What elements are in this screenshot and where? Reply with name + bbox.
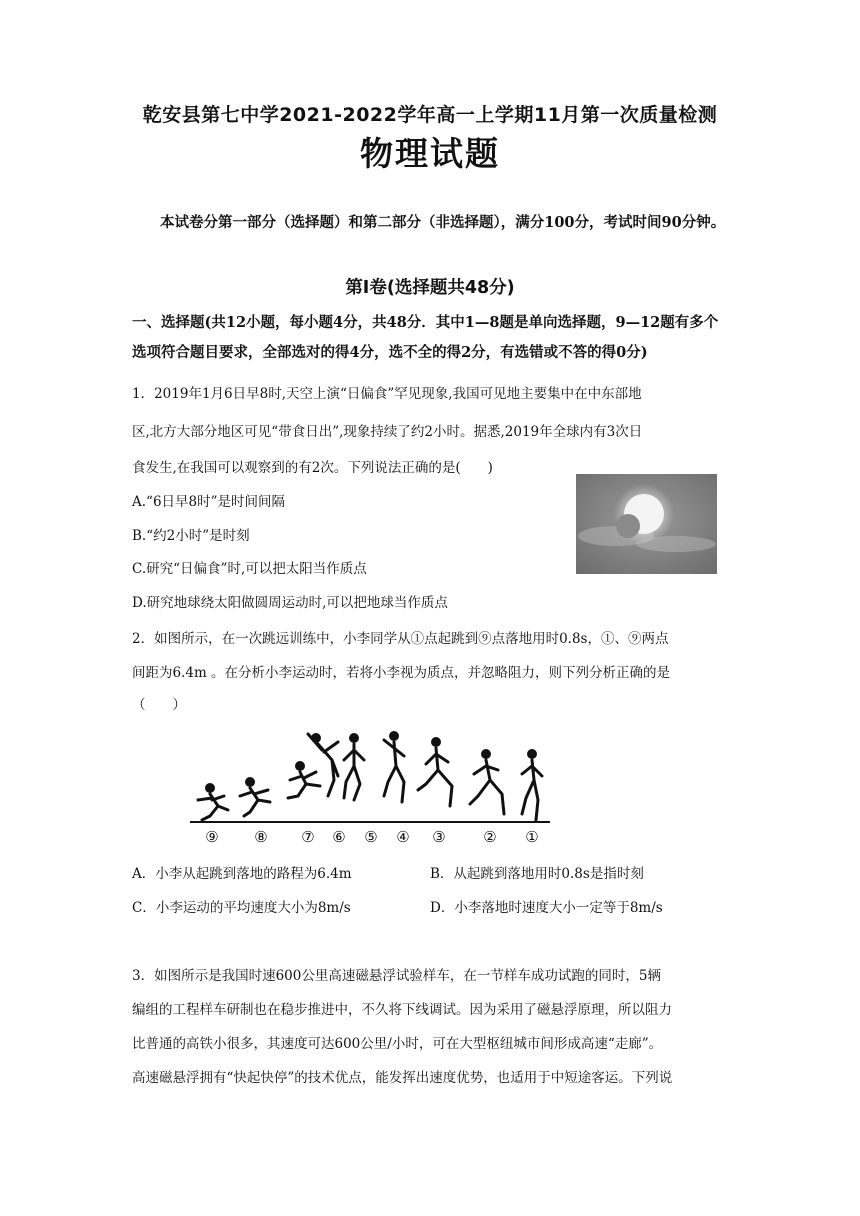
q1-option-b: B.“约2小时”是时刻 [132, 528, 250, 544]
q2-option-b: B．从起跳到落地用时0.8s是指时刻 [430, 866, 644, 882]
q2-stem-line3: （ ） [132, 697, 186, 713]
figure-label-6: ⑥ [332, 828, 346, 846]
section-description: 一、选择题(共12小题，每小题4分，共48分．其中1—8题是单向选择题，9—12题有多个选项符合题目要求，全部选对的得4分，选不全的得2分，有选错或不答的得0分) [132, 314, 719, 361]
q1-stem-line1: 1．2019年1月6日早8时,天空上演“日偏食”罕见现象,我国可见地主要集中在中东部地 [132, 386, 642, 402]
figure-label-1: ① [525, 828, 539, 846]
figure-label-7: ⑦ [301, 828, 315, 846]
q3-stem-line4: 高速磁悬浮拥有“快起快停”的技术优点，能发挥出速度优势，也适用于中短途客运。下列说 [132, 1070, 673, 1086]
partial-solar-eclipse-photo [576, 474, 717, 574]
q2-option-c: C．小李运动的平均速度大小为8m/s [132, 900, 351, 916]
exam-title: 乾安县第七中学2021-2022学年高一上学期11月第一次质量检测 [142, 104, 718, 126]
q1-stem-line2: 区,北方大部分地区可见“带食日出”,现象持续了约2小时。据悉,2019年全球内有3次日 [132, 424, 643, 440]
figure-label-5: ⑤ [364, 828, 378, 846]
section-title: 第Ⅰ卷(选择题共48分) [345, 278, 515, 298]
q1-option-d: D.研究地球绕太阳做圆周运动时,可以把地球当作质点 [132, 595, 448, 611]
figure-label-4: ④ [396, 828, 410, 846]
q3-stem-line2: 编组的工程样车研制也在稳步推进中，不久将下线调试。因为采用了磁悬浮原理，所以阻力 [132, 1002, 672, 1018]
figure-label-3: ③ [432, 828, 446, 846]
exam-intro: 本试卷分第一部分（选择题）和第二部分（非选择题），满分100分，考试时间90分钟。 [160, 214, 726, 231]
q1-option-a: A.“6日早8时”是时间间隔 [132, 494, 286, 510]
q2-stem-line1: 2．如图所示，在一次跳远训练中，小李同学从①点起跳到⑨点落地用时0.8s，①、⑨两点 [132, 631, 669, 647]
q2-stem-line2: 间距为6.4m 。在分析小李运动时，若将小李视为质点，并忽略阻力，则下列分析正确的是 [132, 665, 671, 681]
figure-label-9: ⑨ [205, 828, 219, 846]
q3-stem-line1: 3．如图所示是我国时速600公里高速磁悬浮试验样车，在一节样车成功试跑的同时，5辆 [132, 968, 661, 984]
long-jump-figure [188, 724, 552, 850]
q2-option-d: D．小李落地时速度大小一定等于8m/s [430, 900, 663, 916]
q2-option-a: A．小李从起跳到落地的路程为6.4m [132, 866, 352, 882]
figure-label-8: ⑧ [254, 828, 268, 846]
q1-option-c: C.研究“日偏食”时,可以把太阳当作质点 [132, 561, 367, 577]
subject-title: 物理试题 [360, 134, 500, 173]
q3-stem-line3: 比普通的高铁小很多，其速度可达600公里/小时，可在大型枢纽城市间形成高速“走廊”。 [132, 1036, 663, 1052]
figure-label-2: ② [483, 828, 497, 846]
q1-stem-line3: 食发生,在我国可以观察到的有2次。下列说法正确的是( ) [132, 460, 493, 476]
